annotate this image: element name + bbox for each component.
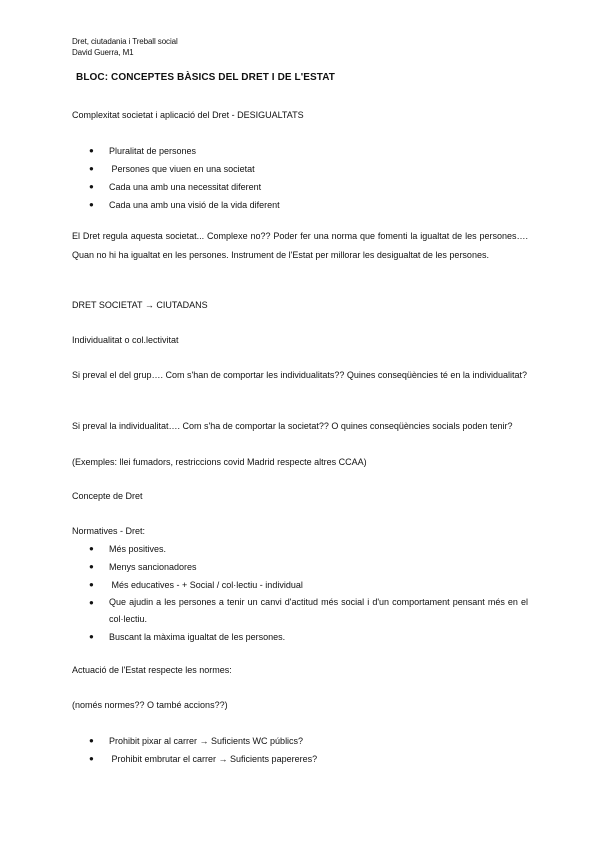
paragraph-dret-regula: El Dret regula aquesta societat... Complexe no?? Poder fer una norma que fomenti la igualtat de les persones…. Quan no hi ha igualtat en les persones. Instrument de l'Estat per millorar les desigualtat de les persones. [72, 231, 528, 260]
list-item: ● Persones que viuen en una societat [72, 160, 528, 178]
document-title: BLOC: CONCEPTES BÀSICS DEL DRET I DE L'ESTAT [76, 72, 336, 83]
bullet-icon: ● [89, 754, 94, 763]
list-item: ● Més educatives - + Social / col·lectiu - individual [72, 576, 528, 594]
dret-societat-line: DRET SOCIETAT → CIUTADANS [72, 300, 208, 310]
document-header [72, 36, 178, 58]
section-heading-concepte: Concepte de Dret [72, 491, 143, 501]
question-grup: Si preval el del grup…. Com s'han de comportar les individualitats?? Quines conseqüències té en la individualitat? [72, 370, 527, 380]
examples-note: (Exemples: llei fumadors, restriccions covid Madrid respecte altres CCAA) [72, 457, 367, 467]
bullet-icon: ● [89, 544, 94, 553]
bullet-icon: ● [89, 182, 94, 191]
list-item: ● Prohibit pixar al carrer → Suficients WC públics? [72, 732, 528, 750]
list-item: ● Buscant la màxima igualtat de les persones. [72, 628, 528, 646]
section-heading-complexitat: Complexitat societat i aplicació del Dret - DESIGUALTATS [72, 110, 304, 120]
bullet-icon: ● [89, 736, 94, 745]
list-item: ● Que ajudin a les persones a tenir un canvi d'actitud més social i d'un comportament pensant més en el col·lectiu. [72, 594, 528, 628]
section-heading-actuacio: Actuació de l'Estat respecte les normes: [72, 665, 232, 675]
list-item: ● Prohibit embrutar el carrer → Suficients papereres? [72, 750, 528, 768]
course-name: Dret, ciutadania i Treball social [72, 37, 178, 46]
actuacio-question: (només normes?? O també accions??) [72, 700, 228, 710]
normatives-label: Normatives - Dret: [72, 526, 146, 536]
bullet-icon: ● [89, 164, 94, 173]
bullet-list-societat [72, 142, 528, 214]
list-item: ● Cada una amb una visió de la vida diferent [72, 196, 528, 214]
bullet-icon: ● [89, 146, 94, 155]
list-item: ● Menys sancionadores [72, 558, 528, 576]
bullet-icon: ● [89, 598, 94, 607]
bullet-list-actuacio [72, 732, 528, 768]
bullet-icon: ● [89, 200, 94, 209]
bullet-list-normatives [72, 540, 528, 646]
bullet-icon: ● [89, 632, 94, 641]
bullet-icon: ● [89, 562, 94, 571]
section-heading-individualitat: Individualitat o col.lectivitat [72, 335, 179, 345]
bullet-icon: ● [89, 580, 94, 589]
list-item: ● Pluralitat de persones [72, 142, 528, 160]
author-name: David Guerra, M1 [72, 48, 134, 57]
list-item: ● Més positives. [72, 540, 528, 558]
question-individualitat: Si preval la individualitat…. Com s'ha de comportar la societat?? O quines conseqüències socials poden tenir? [72, 421, 513, 431]
list-item: ● Cada una amb una necessitat diferent [72, 178, 528, 196]
